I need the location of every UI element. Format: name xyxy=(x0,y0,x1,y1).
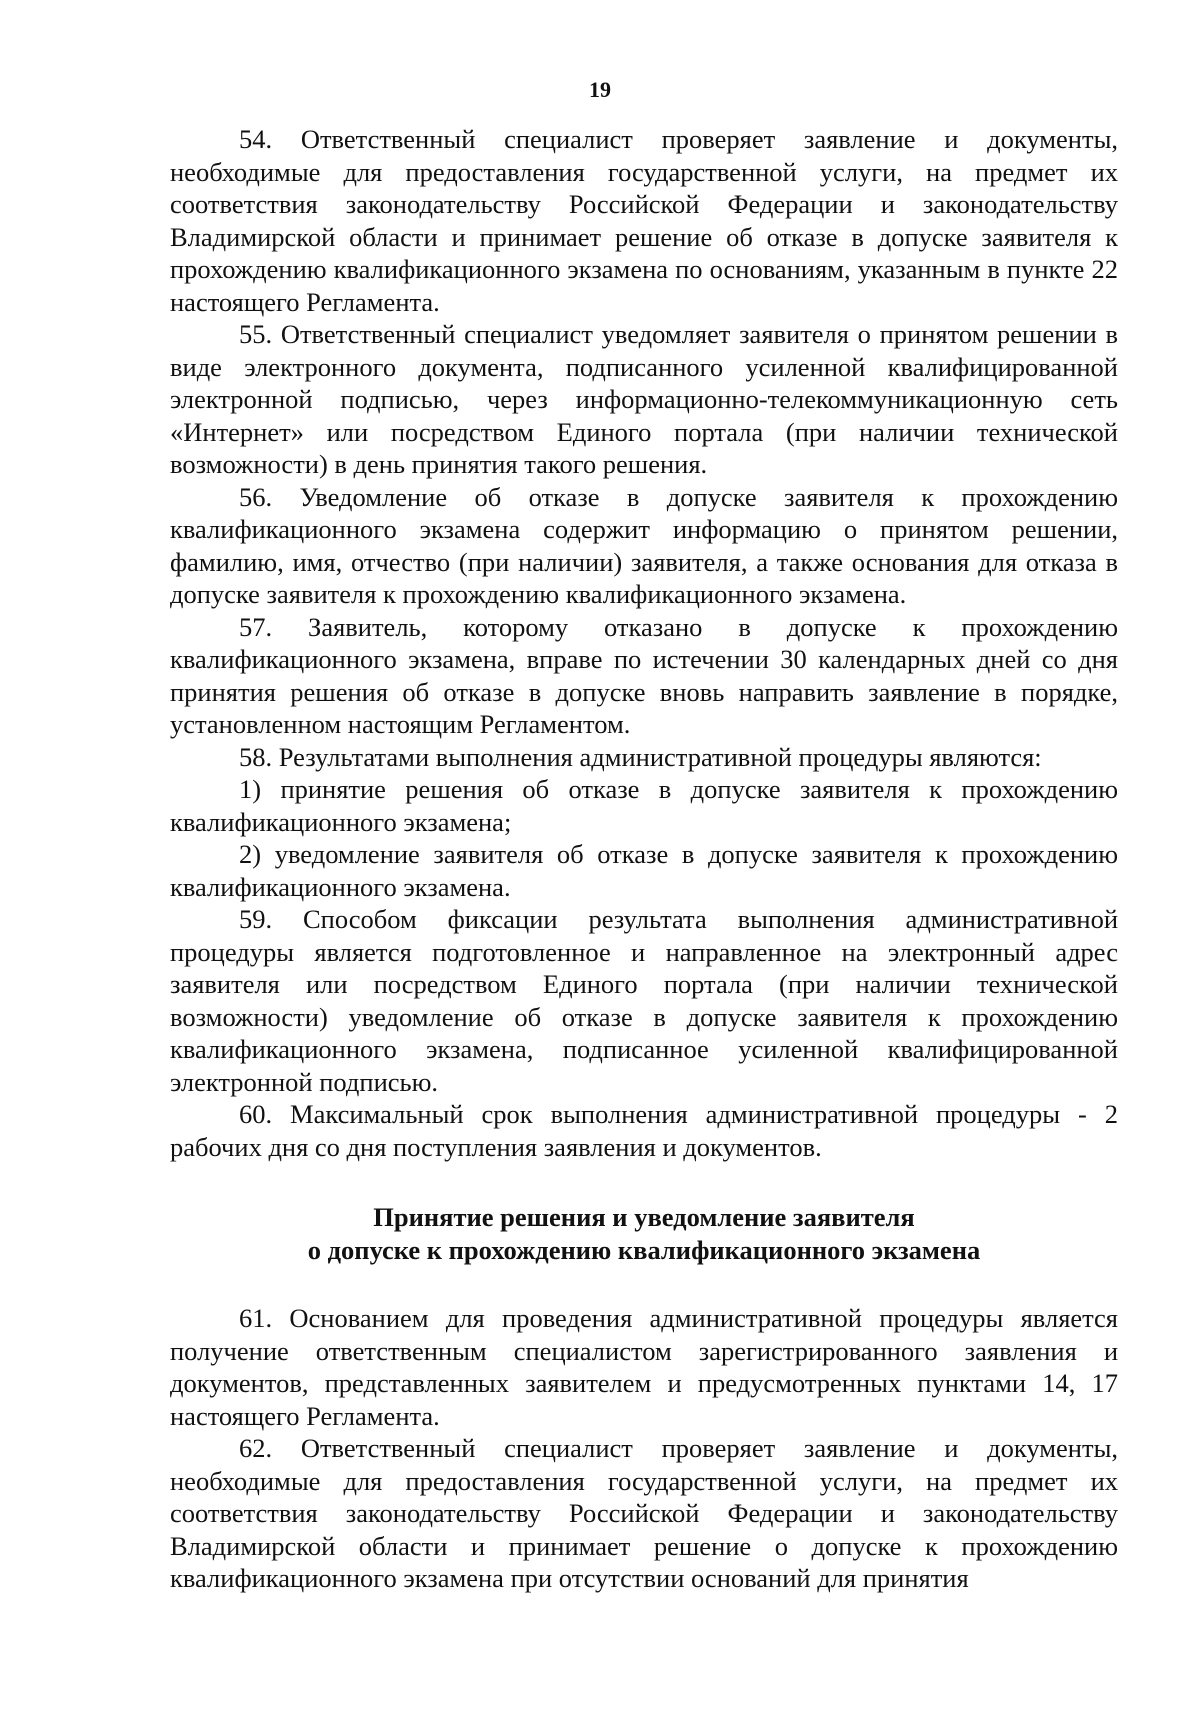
paragraph-56: 56. Уведомление об отказе в допуске заявителя к прохождению квалификационного экзамена содержит информацию о принятом решении, фамилию, имя, отчество (при наличии) заявителя, а также основания для отказа в допуске заявителя к прохождению квалификационного экзамена. xyxy=(170,481,1118,609)
paragraph-60: 60. Максимальный срок выполнения административной процедуры - 2 рабочих дня со дня поступления заявления и документов. xyxy=(170,1099,1118,1162)
paragraph-57: 57. Заявитель, которому отказано в допуске к прохождению квалификационного экзамена, вправе по истечении 30 календарных дней со дня принятия решения об отказе в допуске вновь направить заявление в порядке, установленном настоящим Регламентом. xyxy=(170,611,1118,739)
section-heading-line-2: о допуске к прохождению квалификационного экзамена xyxy=(307,1234,981,1265)
page-number: 19 xyxy=(589,77,611,102)
paragraph-59: 59. Способом фиксации результата выполнения административной процедуры является подготовленное и направленное на электронный адрес заявителя или посредством Единого портала (при наличии технической возможности) уведомление об отказе в допуске заявителя к прохождению квалификационного экзамена, подписанное усиленной квалифицированной электронной подписью. xyxy=(170,904,1118,1097)
paragraph-55: 55. Ответственный специалист уведомляет заявителя о принятом решении в виде электронного документа, подписанного усиленной квалифицированной электронной подписью, через информационно-телекоммуникационную сеть «Интернет» или посредством Единого портала (при наличии технической возможности) в день принятия такого решения. xyxy=(170,319,1118,479)
document-body xyxy=(170,123,1118,1595)
list-item-1: 1) принятие решения об отказе в допуске заявителя к прохождению квалификационного экзамена; xyxy=(170,774,1118,837)
section-heading xyxy=(170,1201,1118,1266)
paragraph-61: 61. Основанием для проведения административной процедуры является получение ответственным специалистом зарегистрированного заявления и документов, представленных заявителем и предусмотренных пунктами 14, 17 настоящего Регламента. xyxy=(170,1303,1118,1431)
list-item-2: 2) уведомление заявителя об отказе в допуске заявителя к прохождению квалификационного экзамена. xyxy=(170,839,1118,902)
paragraph-62: 62. Ответственный специалист проверяет заявление и документы, необходимые для предоставления государственной услуги, на предмет их соответствия законодательству Российской Федерации и законодательству Владимирской области и принимает решение о допуске к прохождению квалификационного экзамена при отсутствии оснований для принятия xyxy=(170,1433,1118,1593)
paragraph-54: 54. Ответственный специалист проверяет заявление и документы, необходимые для предоставления государственной услуги, на предмет их соответствия законодательству Российской Федерации и законодательству Владимирской области и принимает решение об отказе в допуске заявителя к прохождению квалификационного экзамена по основаниям, указанным в пункте 22 настоящего Регламента. xyxy=(170,124,1118,317)
paragraph-58: 58. Результатами выполнения административной процедуры являются: xyxy=(239,741,1042,772)
section-heading-line-1: Принятие решения и уведомление заявителя xyxy=(373,1202,915,1232)
